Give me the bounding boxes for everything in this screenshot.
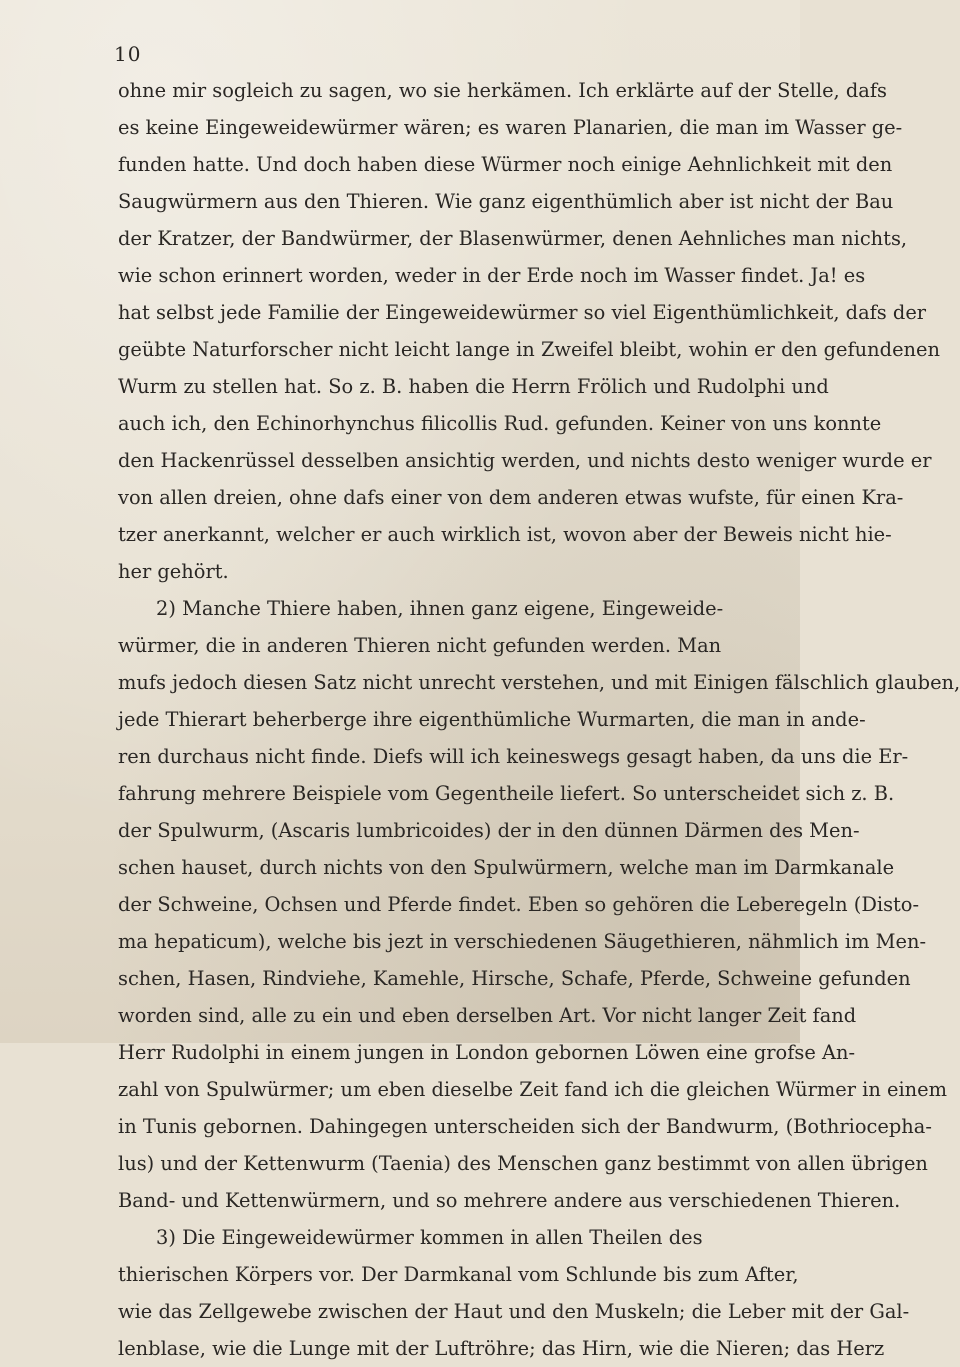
text-line: funden hatte. Und doch haben diese Würmer noch einige Aehnlichkeit mit den <box>118 153 893 176</box>
text-line: der Kratzer, der Bandwürmer, der Blasenwürmer, denen Aehnliches man nichts, <box>118 227 908 250</box>
text-line: ren durchaus nicht finde. Diefs will ich keineswegs gesagt haben, da uns die Er- <box>118 745 909 768</box>
text-line: her gehört. <box>118 560 229 583</box>
text-line: den Hackenrüssel desselben ansichtig werden, und nichts desto weniger wurde er <box>118 449 932 472</box>
text-line: wie das Zellgewebe zwischen der Haut und den Muskeln; die Leber mit der Gal- <box>118 1300 910 1323</box>
text-line: lenblase, wie die Lunge mit der Luftröhre; das Hirn, wie die Nieren; das Herz <box>118 1337 885 1360</box>
text-line: worden sind, alle zu ein und eben derselben Art. Vor nicht langer Zeit fand <box>118 1004 857 1027</box>
text-line: Band- und Kettenwürmern, und so mehrere andere aus verschiedenen Thieren. <box>118 1189 901 1212</box>
text-line: 2) Manche Thiere haben, ihnen ganz eigene, Eingeweide- <box>156 597 724 620</box>
body-text <box>118 72 960 1367</box>
text-line: mufs jedoch diesen Satz nicht unrecht verstehen, und mit Einigen fälschlich glauben, <box>118 671 960 694</box>
text-line: schen hauset, durch nichts von den Spulwürmern, welche man im Darmkanale <box>118 856 895 879</box>
text-line: wie schon erinnert worden, weder in der Erde noch im Wasser findet. Ja! es <box>118 264 866 287</box>
text-line: lus) und der Kettenwurm (Taenia) des Menschen ganz bestimmt von allen übrigen <box>118 1152 928 1175</box>
text-line: geübte Naturforscher nicht leicht lange in Zweifel bleibt, wohin er den gefundenen <box>118 338 940 361</box>
text-line: Herr Rudolphi in einem jungen in London gebornen Löwen eine grofse An- <box>118 1041 856 1064</box>
text-line: fahrung mehrere Beispiele vom Gegentheile liefert. So unterscheidet sich z. B. <box>118 782 895 805</box>
page-number: 10 <box>114 42 142 66</box>
text-line: Saugwürmern aus den Thieren. Wie ganz eigenthümlich aber ist nicht der Bau <box>118 190 894 213</box>
text-line: hat selbst jede Familie der Eingeweidewürmer so viel Eigenthümlichkeit, dafs der <box>118 301 927 324</box>
text-line: von allen dreien, ohne dafs einer von dem anderen etwas wufste, für einen Kra- <box>118 486 904 509</box>
text-line: auch ich, den Echinorhynchus filicollis Rud. gefunden. Keiner von uns konnte <box>118 412 882 435</box>
text-line: der Schweine, Ochsen und Pferde findet. Eben so gehören die Leberegeln (Disto- <box>118 893 920 916</box>
text-line: jede Thierart beherberge ihre eigenthümliche Wurmarten, die man in ande- <box>118 708 866 731</box>
text-line: thierischen Körpers vor. Der Darmkanal vom Schlunde bis zum After, <box>118 1263 799 1286</box>
text-line: ma hepaticum), welche bis jezt in verschiedenen Säugethieren, nähmlich im Men- <box>118 930 927 953</box>
text-line: in Tunis gebornen. Dahingegen unterscheiden sich der Bandwurm, (Bothriocepha- <box>118 1115 932 1138</box>
text-line: schen, Hasen, Rindviehe, Kamehle, Hirsche, Schafe, Pferde, Schweine gefunden <box>118 967 911 990</box>
text-line: ohne mir sogleich zu sagen, wo sie herkämen. Ich erklärte auf der Stelle, dafs <box>118 79 887 102</box>
text-line: würmer, die in anderen Thieren nicht gefunden werden. Man <box>118 634 722 657</box>
text-line: der Spulwurm, (Ascaris lumbricoides) der in den dünnen Därmen des Men- <box>118 819 860 842</box>
text-line: Wurm zu stellen hat. So z. B. haben die Herrn Frölich und Rudolphi und <box>118 375 829 398</box>
text-line: zahl von Spulwürmer; um eben dieselbe Zeit fand ich die gleichen Würmer in einem <box>118 1078 948 1101</box>
text-line: es keine Eingeweidewürmer wären; es waren Planarien, die man im Wasser ge- <box>118 116 903 139</box>
text-line: tzer anerkannt, welcher er auch wirklich ist, wovon aber der Beweis nicht hie- <box>118 523 892 546</box>
text-line: 3) Die Eingeweidewürmer kommen in allen Theilen des <box>156 1226 703 1249</box>
